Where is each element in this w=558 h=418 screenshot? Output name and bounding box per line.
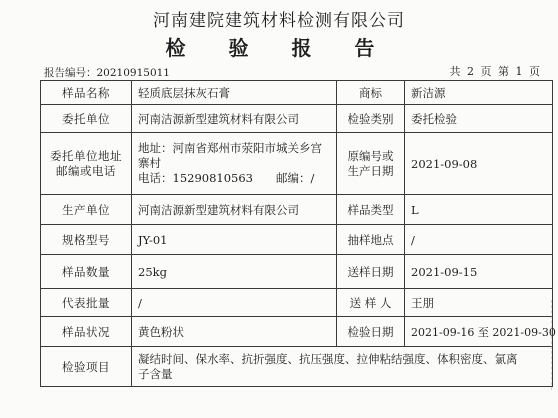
table-row [41, 289, 553, 317]
report-number-label: 报告编号： [44, 67, 97, 79]
report-number [44, 65, 170, 80]
brand-label: 商标 [337, 81, 405, 105]
report-title: 检 验 报 告 [165, 36, 393, 60]
sample-name-value: 轻质底层抹灰石膏 [132, 81, 337, 105]
quantity-label: 样品数量 [41, 255, 132, 289]
test-items-line-1: 凝结时间、保水率、抗折强度、抗压强度、拉伸粘结强度、体积密度、氯离 [138, 351, 518, 366]
report-number-value: 20210915011 [96, 67, 170, 79]
original-number-label-line-1: 原编号或 [347, 148, 394, 163]
original-number-label [337, 133, 405, 195]
test-type-label: 检验类别 [337, 105, 405, 133]
client-address-label-line-2: 邮编或电话 [56, 163, 116, 178]
sample-type-value: L [405, 195, 553, 225]
condition-value: 黄色粉状 [132, 317, 337, 347]
quantity-value: 25kg [132, 255, 337, 289]
original-number-label-line-2: 生产日期 [347, 163, 394, 178]
phone-postcode-line: 电话：15290810563 邮编：/ [138, 171, 315, 185]
delivery-date-value: 2021-09-15 [405, 255, 553, 289]
page-total-label: 共 [449, 65, 461, 78]
page-indicator [447, 63, 541, 79]
report-info-table [40, 80, 556, 387]
page-current: 1 [515, 65, 523, 78]
producer-label: 生产单位 [41, 195, 132, 225]
client-label: 委托单位 [41, 105, 132, 133]
table-row [41, 81, 553, 105]
original-number-value: 2021-09-08 [405, 133, 553, 195]
address-line-1: 地址：河南省郑州市荥阳市城关乡宫 [138, 141, 322, 155]
sample-type-label: 样品类型 [337, 195, 405, 225]
test-items-label: 检验项目 [41, 347, 132, 387]
table-row [41, 317, 553, 347]
table-row [41, 347, 553, 387]
test-type-value: 委托检验 [405, 105, 553, 133]
page-total: 2 [467, 65, 474, 78]
test-items-line-2: 子含量 [138, 366, 173, 381]
batch-value: / [132, 289, 337, 317]
client-address-value [132, 133, 337, 195]
producer-value: 河南洁源新型建筑材料有限公司 [132, 195, 337, 225]
table-row [41, 133, 553, 195]
sampling-place-label: 抽样地点 [337, 225, 405, 255]
page-unit-2: 页 [529, 65, 540, 78]
table-row [41, 255, 553, 289]
test-date-value: 2021-09-16 至 2021-09-30 [405, 317, 553, 347]
seal-edge-mark [551, 300, 558, 390]
page-current-label: 第 [498, 65, 509, 78]
delivery-date-label: 送样日期 [337, 255, 405, 289]
table-row [41, 195, 553, 225]
table-row [41, 225, 553, 255]
organization-title: 河南建院建筑材料检测有限公司 [153, 11, 405, 31]
spec-value: JY-01 [132, 225, 337, 255]
sender-value: 王朋 [405, 289, 553, 317]
brand-value: 新洁源 [405, 81, 553, 105]
test-date-label: 检验日期 [337, 317, 405, 347]
condition-label: 样品状况 [41, 317, 132, 347]
address-line-2: 寨村 [138, 156, 161, 170]
page-unit: 页 [480, 65, 492, 78]
test-items-value [132, 347, 553, 387]
batch-label: 代表批量 [41, 289, 132, 317]
client-address-label-line-1: 委托单位地址 [50, 148, 122, 163]
sender-label: 送 样 人 [337, 289, 405, 317]
client-value: 河南洁源新型建筑材料有限公司 [132, 105, 337, 133]
sample-name-label: 样品名称 [41, 81, 132, 105]
spec-label: 规格型号 [41, 225, 132, 255]
client-address-label [41, 133, 132, 195]
sampling-place-value: / [405, 225, 553, 255]
table-row [41, 105, 553, 133]
